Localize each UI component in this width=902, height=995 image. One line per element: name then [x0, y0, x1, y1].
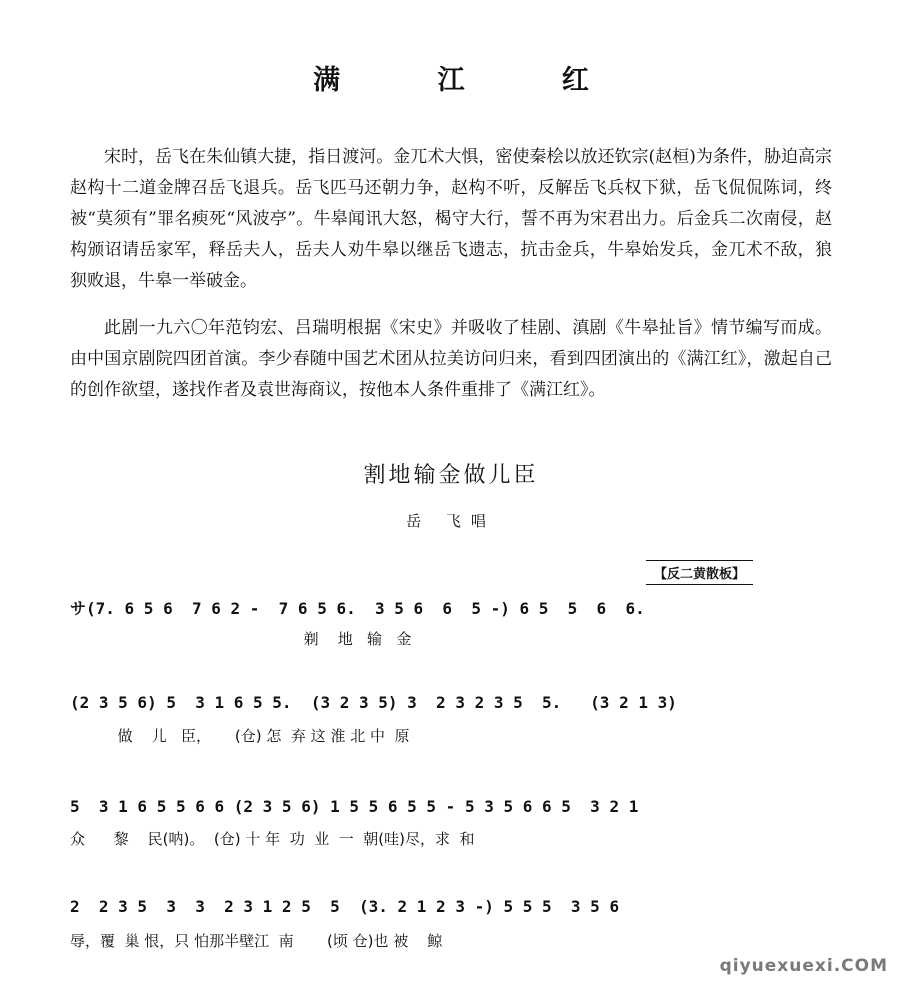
notation-line-2: (2 3 5 6) 5 3 1 6 5 5. (3 2 3 5) 3 2 3 2 3 5 5. (3 2 1 3) [70, 693, 677, 712]
page-title: 满 江 红 [313, 65, 633, 96]
lyrics-line-1: 剃 地 输 金 [70, 630, 412, 648]
intro-paragraph-1 [70, 142, 832, 297]
watermark: qiyuexuexi.COM [719, 956, 888, 976]
intro-paragraph-2 [70, 313, 832, 406]
song-title: 割地输金做儿臣 [363, 463, 539, 488]
singer-credit: 岳 飞唱 [406, 512, 496, 530]
notation-line-1: サ(7. 6 5 6 7 6 2 - 7 6 5 6. 3 5 6 6 5 -) 6 5 5 6 6. [70, 599, 645, 618]
lyrics-line-2: 做 儿 臣， (仓) 怎 弃 这 淮 北 中 原 [70, 727, 410, 745]
lyrics-line-4: 辱，覆 巢 恨，只 怕那半壁江 南 (顷 仓)也 被 鲸 [70, 932, 443, 950]
intro-text-1: 宋时，岳飞在朱仙镇大捷，指日渡河。金兀术大惧，密使秦桧以放还钦宗(赵桓)为条件，胁迫高宗赵构十二道金牌召岳飞退兵。岳飞匹马还朝力争，赵构不听，反解岳飞兵权下狱，岳飞侃侃陈词，终被“莫须有”罪名瘐死“风波亭”。牛皋闻讯大怒，楬守大行，誓不再为宋君出力。后金兵二次南侵，赵构颁诏请岳家军，释岳夫人，岳夫人劝牛皋以继岳飞遗志，抗击金兵，牛皋始发兵，金兀术不敌，狼狈败退，牛皋一举破金。 [70, 147, 832, 291]
notation-line-3: 5 3 1 6 5 5 6 6 (2 3 5 6) 1 5 5 6 5 5 - 5 3 5 6 6 5 3 2 1 [70, 797, 639, 816]
lyrics-line-3: 众 黎 民(呐)。 (仓) 十 年 功 业 一 朝(哇)尽，求 和 [70, 830, 475, 848]
notation-line-4: 2 2 3 5 3 3 2 3 1 2 5 5 (3. 2 1 2 3 -) 5 5 5 3 5 6 [70, 897, 620, 916]
intro-text-2: 此剧一九六〇年范钧宏、吕瑞明根据《宋史》并吸收了桂剧、滇剧《牛皋扯旨》情节编写而成。由中国京剧院四团首演。李少春随中国艺术团从拉美访问归来，看到四团演出的《满江红》，激起自己的创作欲望，遂找作者及袁世海商议，按他本人条件重排了《满江红》。 [70, 318, 832, 400]
mode-label: 【反二黄散板】 [646, 560, 753, 585]
